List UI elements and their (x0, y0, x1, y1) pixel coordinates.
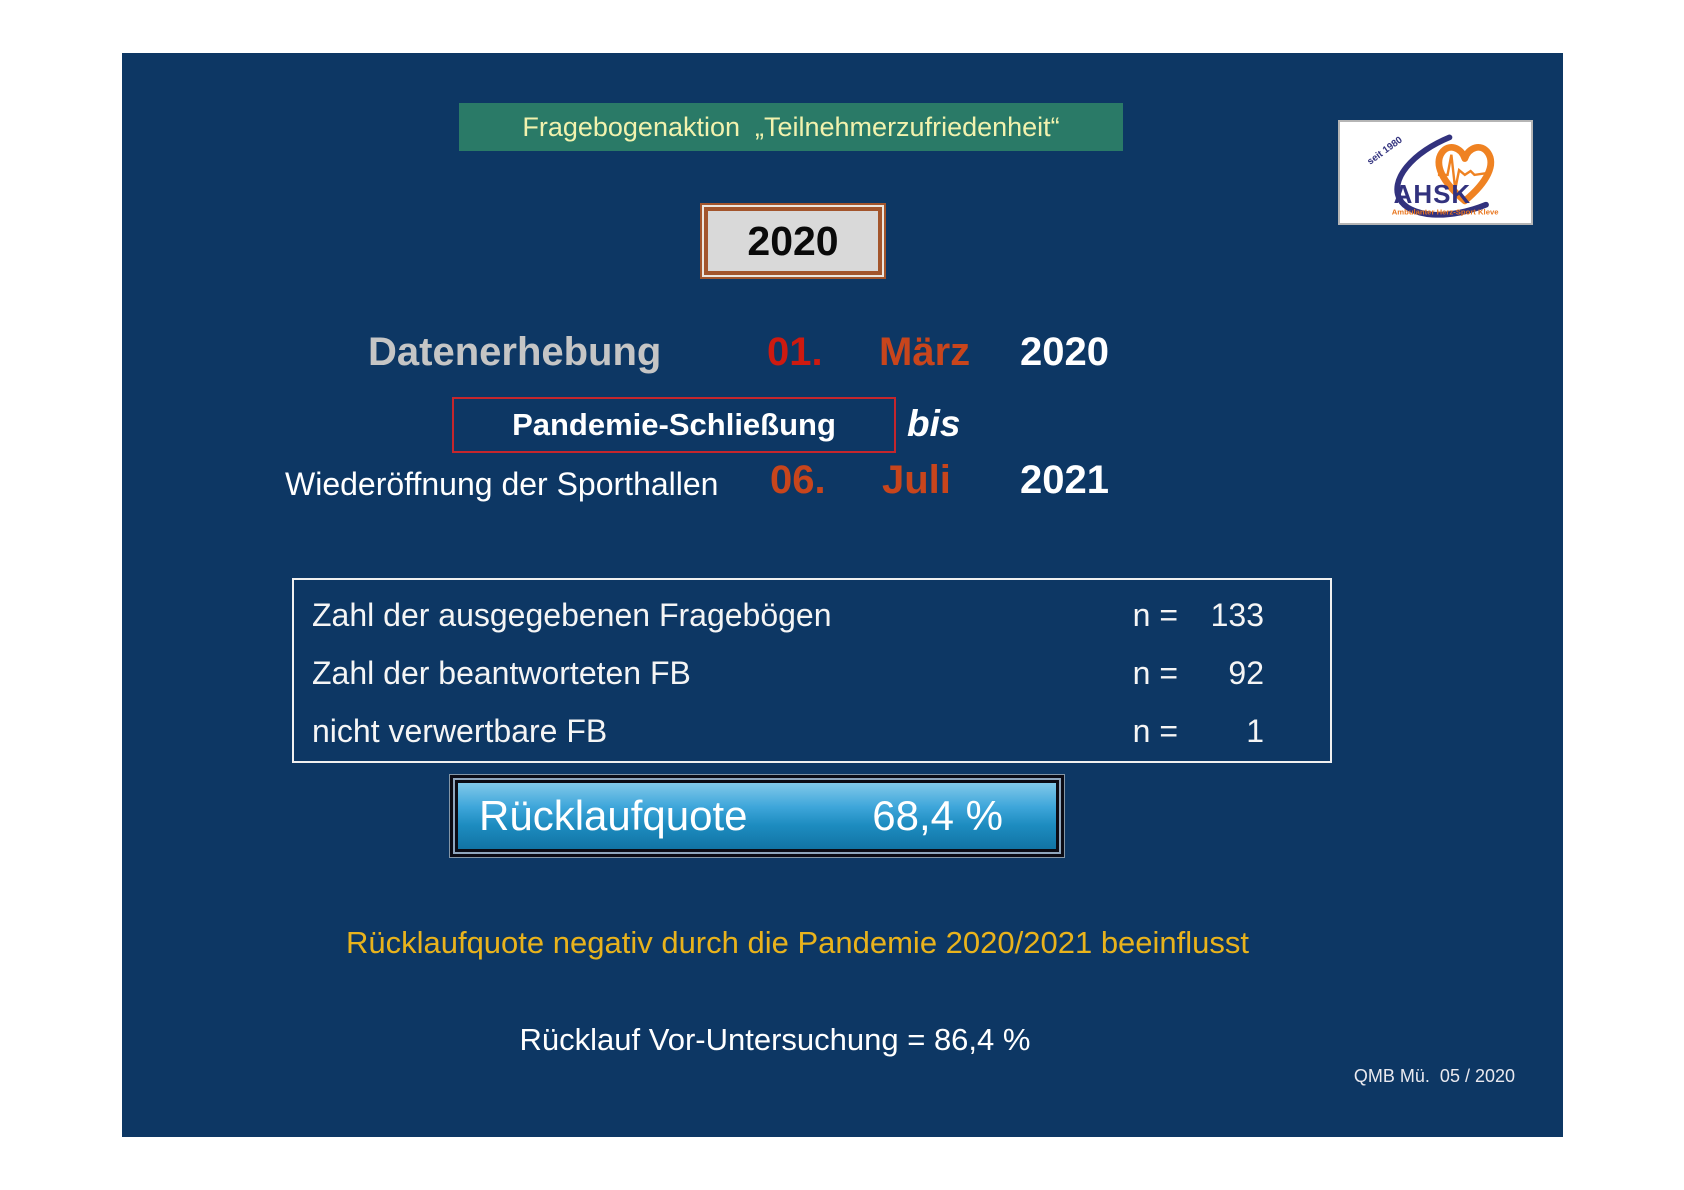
pre-study-comparison: Rücklauf Vor-Untersuchung = 86,4 % (519, 1022, 1031, 1057)
collection-year: 2020 (1020, 330, 1109, 374)
table-row (312, 702, 1264, 760)
response-rate-result-box (450, 775, 1064, 857)
reopening-row (122, 458, 1563, 510)
reopening-year: 2021 (1020, 458, 1109, 502)
svg-text:AHSK: AHSK (1393, 178, 1472, 209)
reopening-label: Wiederöffnung der Sporthallen (285, 466, 719, 502)
reopening-month: Juli (882, 458, 951, 502)
response-rate-value: 68,4 % (872, 792, 1003, 839)
stat-n-prefix: n = (1132, 712, 1178, 749)
reopening-day: 06. (770, 458, 826, 502)
stat-n-prefix: n = (1132, 654, 1178, 691)
collection-day: 01. (767, 330, 823, 374)
pandemic-closure-label: Pandemie-Schließung (512, 407, 836, 442)
year-badge-box (700, 203, 886, 279)
stat-label: nicht verwertbare FB (312, 712, 608, 749)
stat-n-value: 92 (1228, 654, 1264, 691)
stat-n-value: 1 (1246, 712, 1264, 749)
collection-month: März (879, 330, 971, 374)
svg-text:seit 1980: seit 1980 (1365, 134, 1405, 168)
table-row (312, 644, 1264, 702)
questionnaire-stats-table (292, 578, 1332, 763)
response-rate-label: Rücklaufquote (479, 792, 748, 839)
presentation-slide (122, 53, 1563, 1137)
slide-title-banner: Fragebogenaktion „Teilnehmerzufriedenheit“ (459, 103, 1123, 151)
data-collection-row (122, 330, 1563, 382)
year-badge-label: 2020 (747, 217, 839, 264)
date-range-connector: bis (907, 403, 961, 444)
table-row (312, 586, 1264, 644)
ahsk-logo (1338, 120, 1533, 225)
qmb-footer-credit: QMB Mü. 05 / 2020 (1353, 1066, 1515, 1086)
ahsk-heart-logo-icon (1340, 122, 1531, 223)
stat-label: Zahl der ausgegebenen Fragebögen (312, 596, 832, 633)
stat-n-prefix: n = (1132, 596, 1178, 633)
stat-n-value: 133 (1210, 596, 1264, 633)
pandemic-impact-note: Rücklaufquote negativ durch die Pandemie 2020/2021 beeinflusst (345, 925, 1250, 960)
stat-label: Zahl der beantworteten FB (312, 654, 691, 691)
pandemic-closure-box (452, 397, 896, 453)
data-collection-label: Datenerhebung (368, 330, 662, 374)
svg-text:Ambulanter Herz-Sport Kleve: Ambulanter Herz-Sport Kleve (1391, 207, 1499, 217)
